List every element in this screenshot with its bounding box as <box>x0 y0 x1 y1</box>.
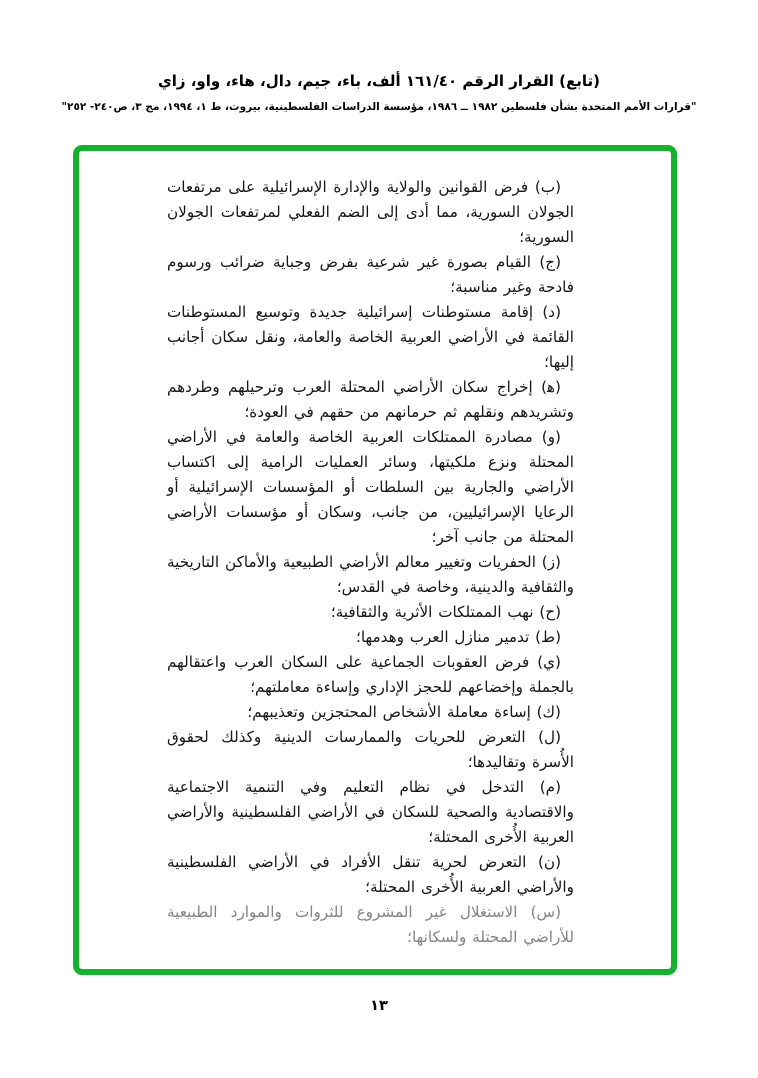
paragraph-item: (ط) تدمير منازل العرب وهدمها؛ <box>356 628 561 646</box>
paragraph-item: (ج) القيام بصورة غير شرعية بفرض وجباية ضرائب ورسوم فادحة وغير مناسبة؛ <box>167 253 574 296</box>
page-number: ١٣ <box>370 998 388 1014</box>
paragraph-item: (د) إقامة مستوطنات إسرائيلية جديدة وتوسيع المستوطنات القائمة في الأراضي العربية الخاصة والعامة، ونقل سكان أجانب إليها؛ <box>167 303 574 371</box>
page-header <box>0 70 758 116</box>
paragraph-item: (ب) فرض القوانين والولاية والإدارة الإسرائيلية على مرتفعات الجولان السورية، مما أدى إلى الضم الفعلي لمرتفعات الجولان السورية؛ <box>167 178 574 246</box>
page-title: (تابع) القرار الرقم ١٦١/٤٠ ألف، باء، جيم، دال، هاء، واو، زاي <box>157 72 601 90</box>
paragraph-item: (ز) الحفريات وتغيير معالم الأراضي الطبيعية والأماكن التاريخية والثقافية والدينية، وخاصة في القدس؛ <box>167 553 574 596</box>
document-frame <box>73 145 677 975</box>
paragraph-item: (ح) نهب الممتلكات الأثرية والثقافية؛ <box>330 603 561 621</box>
paragraph-item: (و) مصادرة الممتلكات العربية الخاصة والعامة في الأراضي المحتلة ونزع ملكيتها، وسائر العمليات الرامية إلى اكتساب الأراضي والجارية بين السلطات أو المؤسسات الإسرائيلية أو الرعايا الإسرائيليين، من جانب، وسكان أو مؤسسات الأراضي المحتلة من جانب آخر؛ <box>167 428 574 546</box>
paragraph-item: (س) الاستغلال غير المشروع للثروات والموارد الطبيعية للأراضي المحتلة ولسكانها؛ <box>167 903 574 946</box>
citation-line: "قرارات الأمم المتحدة بشأن فلسطين ١٩٨٢ ــ ١٩٨٦، مؤسسة الدراسات الفلسطينية، بيروت، ط ١، ١٩٩٤، مج ٣، ص٢٤٠- ٢٥٢" <box>61 101 697 113</box>
paragraph-item: (ي) فرض العقوبات الجماعية على السكان العرب واعتقالهم بالجملة وإخضاعهم للحجز الإداري وإساءة معاملتهم؛ <box>167 653 574 696</box>
document-body <box>79 151 671 960</box>
paragraph-item: (ك) إساءة معاملة الأشخاص المحتجزين وتعذيبهم؛ <box>247 703 561 721</box>
paragraph-item: (ه‍) إخراج سكان الأراضي المحتلة العرب وترحيلهم وطردهم وتشريدهم ونقلهم ثم حرمانهم من حقهم في العودة؛ <box>167 378 574 421</box>
paragraph-item: (م) التدخل في نظام التعليم وفي التنمية الاجتماعية والاقتصادية والصحية للسكان في الأراضي الفلسطينية والأراضي العربية الأُخرى المحتلة؛ <box>167 778 574 846</box>
paragraph-item: (ن) التعرض لحرية تنقل الأفراد في الأراضي الفلسطينية والأراضي العربية الأُخرى المحتلة؛ <box>167 853 574 896</box>
paragraph-item: (ل) التعرض للحريات والممارسات الدينية وكذلك لحقوق الأُسرة وتقاليدها؛ <box>167 728 574 771</box>
